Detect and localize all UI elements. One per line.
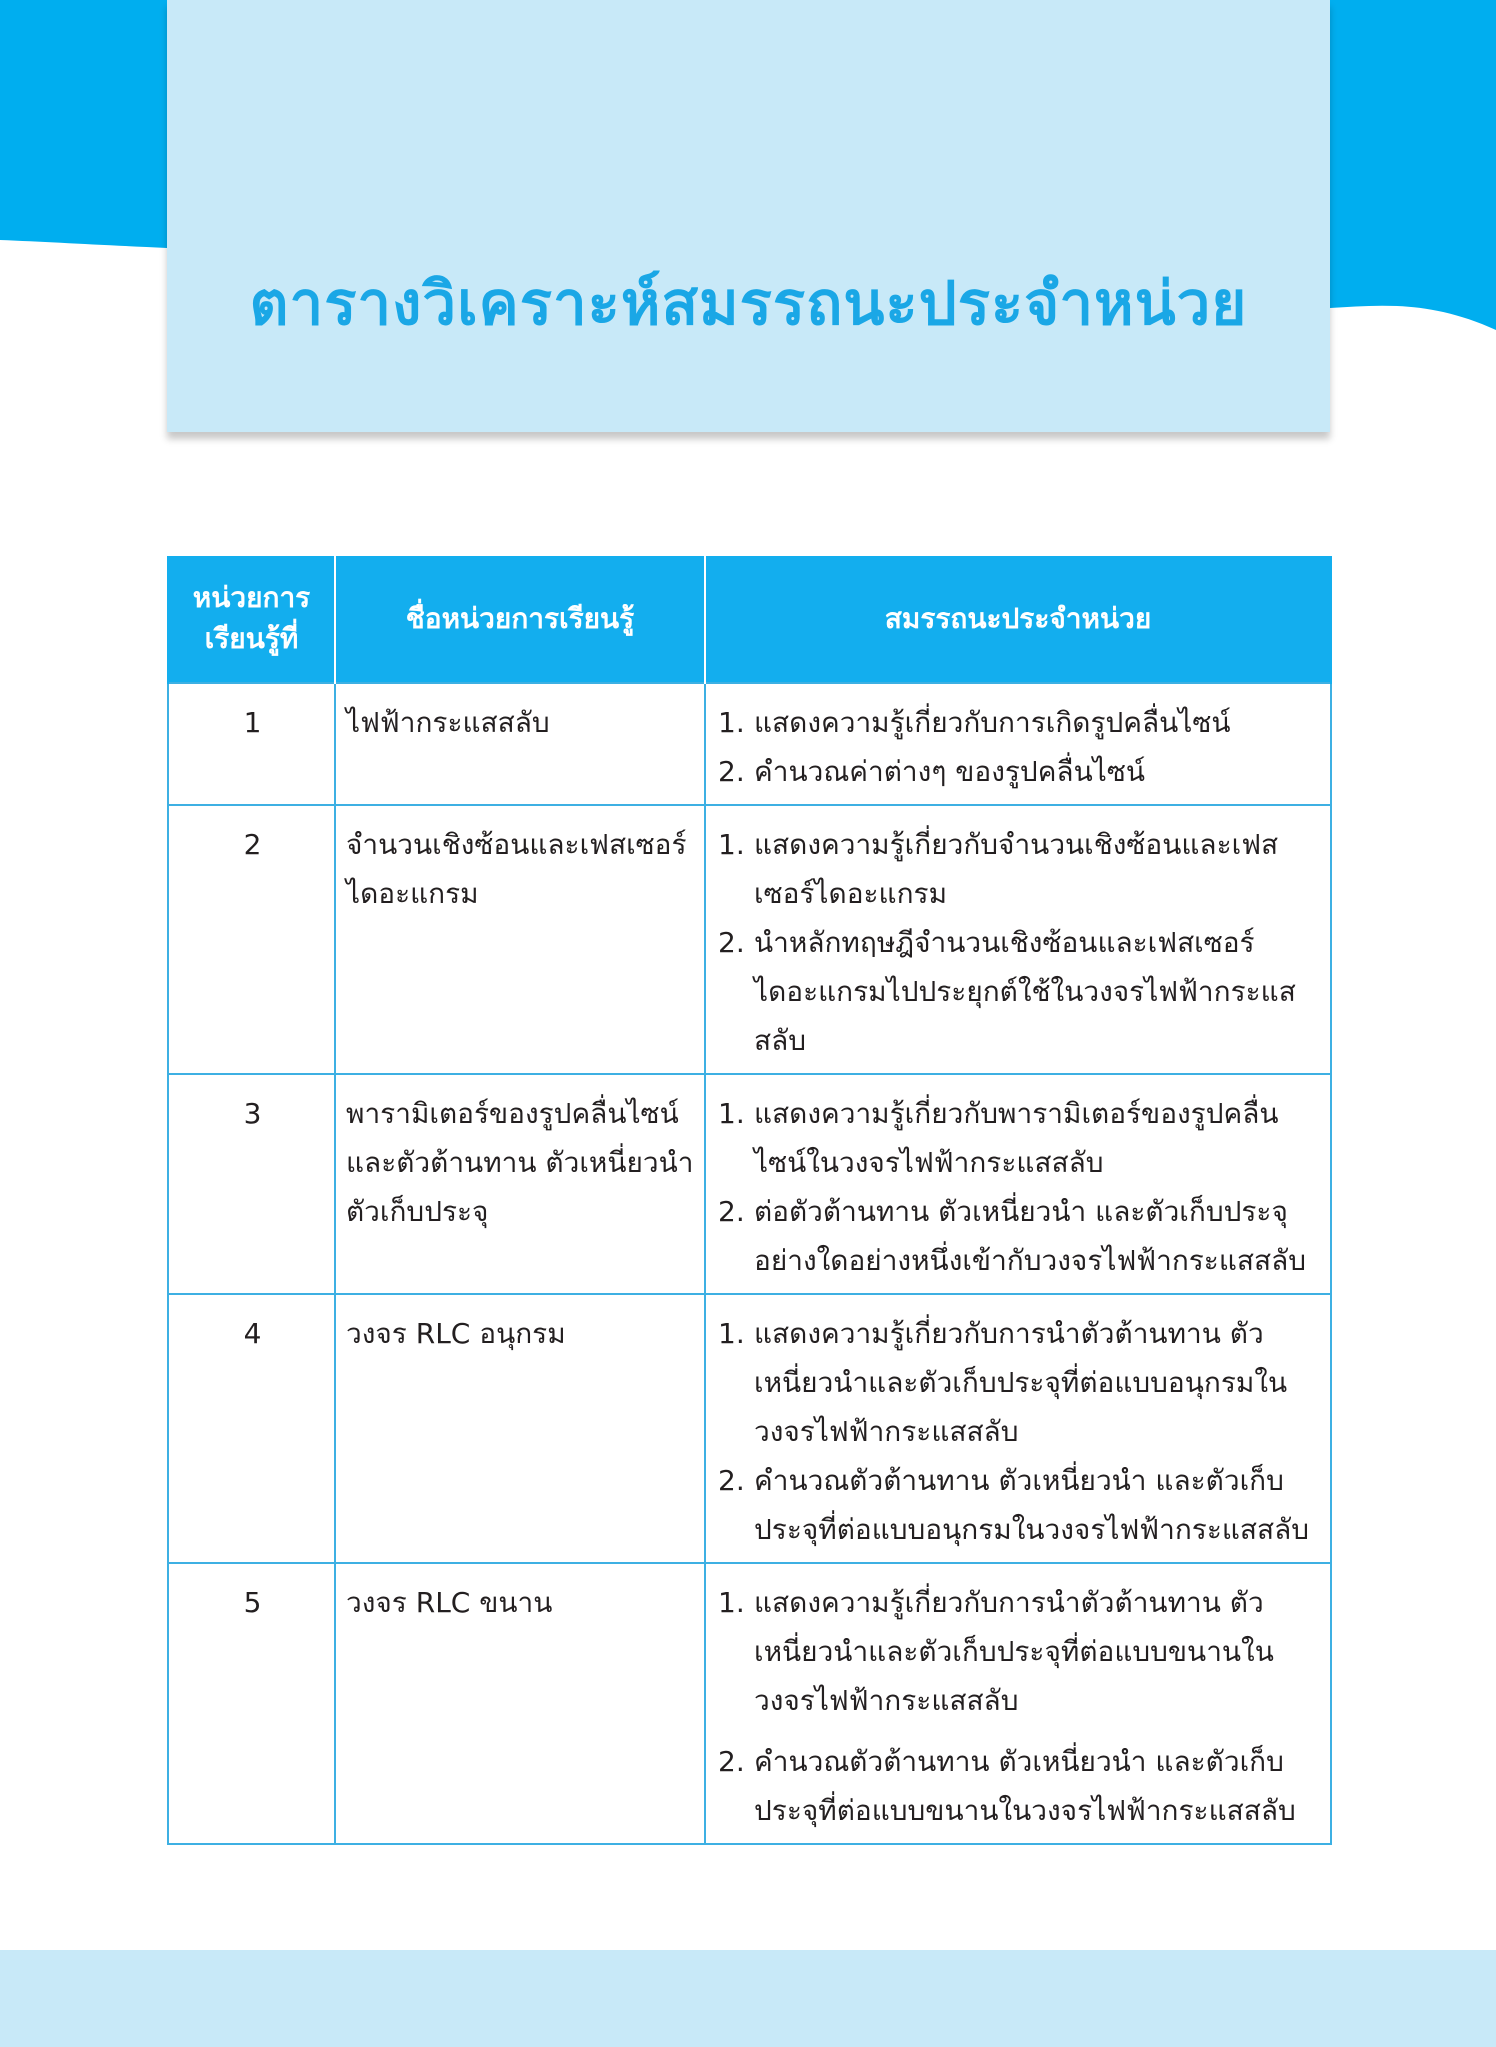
list-item: 1. แสดงความรู้เกี่ยวกับการเกิดรูปคลื่นไซน์	[718, 706, 1231, 739]
footer-band	[0, 1950, 1496, 2047]
unit-number: 5	[168, 1563, 335, 1844]
table-row	[168, 683, 1331, 805]
unit-name: ไฟฟ้ากระแสสลับ	[335, 683, 705, 805]
list-item: 2. คำนวณตัวต้านทาน ตัวเหนี่ยวนำ และตัวเก็บประจุที่ต่อแบบขนานในวงจรไฟฟ้ากระแสสลับ	[718, 1745, 1296, 1827]
table-row	[168, 805, 1331, 1074]
unit-number: 4	[168, 1294, 335, 1563]
page-title: ตารางวิเคราะห์สมรรถนะประจำหน่วย	[249, 269, 1248, 339]
competency-table	[167, 556, 1332, 1845]
table-header-row	[168, 556, 1331, 683]
list-item: 1. แสดงความรู้เกี่ยวกับจำนวนเชิงซ้อนและเฟสเซอร์ไดอะแกรม	[718, 828, 1279, 910]
competency-list	[716, 820, 1322, 1065]
table-row	[168, 1563, 1331, 1844]
table-row	[168, 1074, 1331, 1294]
header-unit-name: ชื่อหน่วยการเรียนรู้	[335, 556, 705, 683]
competency-cell	[705, 683, 1331, 805]
competency-list	[716, 1578, 1322, 1835]
unit-name: จำนวนเชิงซ้อนและเฟสเซอร์ไดอะแกรม	[335, 805, 705, 1074]
unit-number: 1	[168, 683, 335, 805]
competency-list	[716, 698, 1322, 796]
list-item: 2. นำหลักทฤษฎีจำนวนเชิงซ้อนและเฟสเซอร์ไดอะแกรมไปประยุกต์ใช้ในวงจรไฟฟ้ากระแสสลับ	[718, 926, 1296, 1057]
list-item: 1. แสดงความรู้เกี่ยวกับการนำตัวต้านทาน ตัวเหนี่ยวนำและตัวเก็บประจุที่ต่อแบบอนุกรมในวงจรไฟฟ้ากระแสสลับ	[718, 1317, 1288, 1448]
header-unit-no: หน่วยการ เรียนรู้ที่	[168, 556, 335, 683]
header-competency: สมรรถนะประจำหน่วย	[705, 556, 1331, 683]
competency-cell	[705, 1074, 1331, 1294]
unit-number: 2	[168, 805, 335, 1074]
title-card	[167, 0, 1330, 432]
competency-cell	[705, 1294, 1331, 1563]
competency-list	[716, 1309, 1322, 1554]
table-row	[168, 1294, 1331, 1563]
list-item: 2. คำนวณค่าต่างๆ ของรูปคลื่นไซน์	[718, 755, 1145, 788]
competency-cell	[705, 1563, 1331, 1844]
list-item: 1. แสดงความรู้เกี่ยวกับการนำตัวต้านทาน ตัวเหนี่ยวนำและตัวเก็บประจุที่ต่อแบบขนานในวงจรไฟฟ้ากระแสสลับ	[718, 1586, 1274, 1717]
unit-name: พารามิเตอร์ของรูปคลื่นไซน์และตัวต้านทาน ตัวเหนี่ยวนำตัวเก็บประจุ	[335, 1074, 705, 1294]
unit-name: วงจร RLC อนุกรม	[335, 1294, 705, 1563]
list-item: 2. คำนวณตัวต้านทาน ตัวเหนี่ยวนำ และตัวเก็บประจุที่ต่อแบบอนุกรมในวงจรไฟฟ้ากระแสสลับ	[718, 1464, 1310, 1546]
competency-cell	[705, 805, 1331, 1074]
competency-list	[716, 1089, 1322, 1285]
list-item: 1. แสดงความรู้เกี่ยวกับพารามิเตอร์ของรูปคลื่นไซน์ในวงจรไฟฟ้ากระแสสลับ	[718, 1097, 1279, 1179]
list-item: 2. ต่อตัวต้านทาน ตัวเหนี่ยวนำ และตัวเก็บประจุอย่างใดอย่างหนึ่งเข้ากับวงจรไฟฟ้ากระแสสลับ	[718, 1195, 1307, 1277]
unit-number: 3	[168, 1074, 335, 1294]
unit-name: วงจร RLC ขนาน	[335, 1563, 705, 1844]
